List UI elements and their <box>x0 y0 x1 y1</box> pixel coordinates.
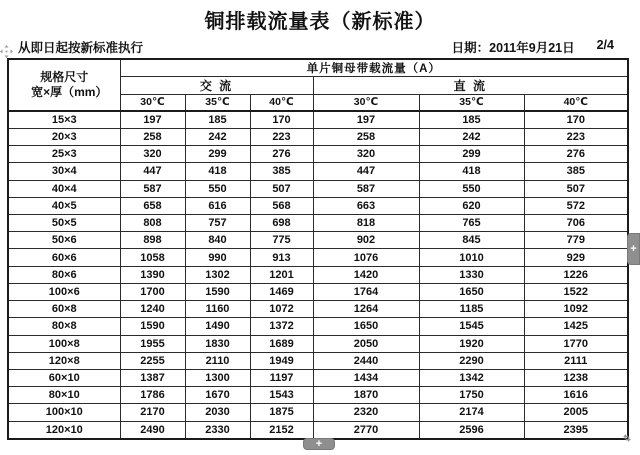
table-row <box>8 301 628 318</box>
table-move-handle-icon[interactable] <box>0 45 13 58</box>
value-cell: 1076 <box>313 249 419 266</box>
dc-group-header: 直 流 <box>313 77 628 95</box>
temp-header-ac-40: 40℃ <box>250 95 313 111</box>
value-cell: 1390 <box>120 266 185 283</box>
temp-header-ac-35: 35℃ <box>185 95 250 111</box>
value-cell: 1770 <box>524 335 628 352</box>
plus-icon: + <box>630 242 637 255</box>
table-row <box>8 421 628 439</box>
value-cell: 2255 <box>120 352 185 369</box>
value-cell: 1201 <box>250 266 313 283</box>
value-cell: 757 <box>185 214 250 231</box>
value-cell: 1342 <box>419 369 524 386</box>
value-cell: 2596 <box>419 421 524 439</box>
table-row <box>8 111 628 129</box>
value-cell: 587 <box>120 180 185 197</box>
ac-group-header: 交 流 <box>120 77 313 95</box>
size-cell: 80×6 <box>8 266 120 283</box>
value-cell: 170 <box>524 111 628 129</box>
effective-note: 从即日起按新标准执行 <box>18 41 144 55</box>
table-row <box>8 146 628 163</box>
value-cell: 418 <box>419 163 524 180</box>
table-row <box>8 369 628 386</box>
value-cell: 1875 <box>250 404 313 421</box>
value-cell: 663 <box>313 197 419 214</box>
value-cell: 1197 <box>250 369 313 386</box>
value-cell: 507 <box>524 180 628 197</box>
value-cell: 2152 <box>250 421 313 439</box>
value-cell: 1830 <box>185 335 250 352</box>
value-cell: 1434 <box>313 369 419 386</box>
value-cell: 197 <box>120 111 185 129</box>
value-cell: 1955 <box>120 335 185 352</box>
size-cell: 25×3 <box>8 146 120 163</box>
value-cell: 447 <box>120 163 185 180</box>
value-cell: 1420 <box>313 266 419 283</box>
table-header <box>8 59 628 111</box>
value-cell: 929 <box>524 249 628 266</box>
value-cell: 550 <box>419 180 524 197</box>
value-cell: 1689 <box>250 335 313 352</box>
value-cell: 706 <box>524 214 628 231</box>
value-cell: 1330 <box>419 266 524 283</box>
value-cell: 242 <box>419 128 524 145</box>
value-cell: 185 <box>419 111 524 129</box>
ampacity-table <box>7 58 629 440</box>
table-row <box>8 214 628 231</box>
value-cell: 1160 <box>185 301 250 318</box>
table-row <box>8 352 628 369</box>
value-cell: 320 <box>120 146 185 163</box>
table-row <box>8 232 628 249</box>
value-cell: 1786 <box>120 387 185 404</box>
value-cell: 845 <box>419 232 524 249</box>
size-cell: 60×10 <box>8 369 120 386</box>
value-cell: 840 <box>185 232 250 249</box>
value-cell: 1522 <box>524 283 628 300</box>
value-cell: 775 <box>250 232 313 249</box>
value-cell: 913 <box>250 249 313 266</box>
table-resize-handle-icon[interactable] <box>620 431 634 445</box>
value-cell: 818 <box>313 214 419 231</box>
value-cell: 1010 <box>419 249 524 266</box>
value-cell: 1425 <box>524 318 628 335</box>
size-cell: 30×4 <box>8 163 120 180</box>
value-cell: 1670 <box>185 387 250 404</box>
value-cell: 1302 <box>185 266 250 283</box>
value-cell: 572 <box>524 197 628 214</box>
value-cell: 779 <box>524 232 628 249</box>
temp-header-dc-35: 35℃ <box>419 95 524 111</box>
value-cell: 242 <box>185 128 250 145</box>
size-cell: 15×3 <box>8 111 120 129</box>
subtitle-row <box>0 38 640 54</box>
size-cell: 60×6 <box>8 249 120 266</box>
value-cell: 1490 <box>185 318 250 335</box>
value-cell: 1920 <box>419 335 524 352</box>
table-row <box>8 163 628 180</box>
value-cell: 258 <box>313 128 419 145</box>
value-cell: 1750 <box>419 387 524 404</box>
value-cell: 1616 <box>524 387 628 404</box>
date-label: 日期：2011年9月21日 <box>451 41 575 55</box>
value-cell: 2490 <box>120 421 185 439</box>
value-cell: 902 <box>313 232 419 249</box>
size-cell: 80×10 <box>8 387 120 404</box>
value-cell: 898 <box>120 232 185 249</box>
value-cell: 616 <box>185 197 250 214</box>
temp-header-dc-30: 30℃ <box>313 95 419 111</box>
value-cell: 1264 <box>313 301 419 318</box>
value-cell: 1650 <box>419 283 524 300</box>
size-header-line1: 规格尺寸 <box>40 69 89 84</box>
value-cell: 1870 <box>313 387 419 404</box>
value-cell: 2174 <box>419 404 524 421</box>
value-cell: 1226 <box>524 266 628 283</box>
size-cell: 40×5 <box>8 197 120 214</box>
value-cell: 765 <box>419 214 524 231</box>
table-row <box>8 404 628 421</box>
value-cell: 1058 <box>120 249 185 266</box>
table-row <box>8 249 628 266</box>
value-cell: 507 <box>250 180 313 197</box>
value-cell: 2030 <box>185 404 250 421</box>
value-cell: 1092 <box>524 301 628 318</box>
value-cell: 1300 <box>185 369 250 386</box>
size-cell: 50×6 <box>8 232 120 249</box>
table-row <box>8 128 628 145</box>
date-page-group <box>452 38 614 56</box>
value-cell: 2770 <box>313 421 419 439</box>
page-title: 铜排载流量表（新标准） <box>204 11 436 33</box>
size-cell: 120×10 <box>8 421 120 439</box>
size-header-line2: 宽×厚（mm） <box>31 84 108 99</box>
value-cell: 1764 <box>313 283 419 300</box>
value-cell: 276 <box>250 146 313 163</box>
value-cell: 299 <box>185 146 250 163</box>
table-row <box>8 387 628 404</box>
table-row <box>8 180 628 197</box>
value-cell: 223 <box>250 128 313 145</box>
value-cell: 2320 <box>313 404 419 421</box>
value-cell: 808 <box>120 214 185 231</box>
table-row <box>8 335 628 352</box>
temp-header-dc-40: 40℃ <box>524 95 628 111</box>
value-cell: 2330 <box>185 421 250 439</box>
size-cell: 40×4 <box>8 180 120 197</box>
value-cell: 258 <box>120 128 185 145</box>
value-cell: 447 <box>313 163 419 180</box>
value-cell: 385 <box>524 163 628 180</box>
value-cell: 2110 <box>185 352 250 369</box>
size-cell: 120×8 <box>8 352 120 369</box>
value-cell: 223 <box>524 128 628 145</box>
value-cell: 170 <box>250 111 313 129</box>
value-cell: 2440 <box>313 352 419 369</box>
add-row-handle[interactable] <box>303 438 335 450</box>
value-cell: 2395 <box>524 421 628 439</box>
value-cell: 2111 <box>524 352 628 369</box>
add-column-handle[interactable] <box>627 233 640 265</box>
value-cell: 1543 <box>250 387 313 404</box>
value-cell: 2050 <box>313 335 419 352</box>
table-row <box>8 283 628 300</box>
value-cell: 1072 <box>250 301 313 318</box>
size-cell: 50×5 <box>8 214 120 231</box>
size-column-header <box>8 59 120 111</box>
value-cell: 1387 <box>120 369 185 386</box>
value-cell: 276 <box>524 146 628 163</box>
value-cell: 385 <box>250 163 313 180</box>
value-cell: 2290 <box>419 352 524 369</box>
ampacity-span-header: 单片铜母带载流量（A） <box>120 59 628 77</box>
value-cell: 1240 <box>120 301 185 318</box>
value-cell: 1185 <box>419 301 524 318</box>
value-cell: 2170 <box>120 404 185 421</box>
value-cell: 1372 <box>250 318 313 335</box>
value-cell: 320 <box>313 146 419 163</box>
size-cell: 100×8 <box>8 335 120 352</box>
size-cell: 100×10 <box>8 404 120 421</box>
value-cell: 1700 <box>120 283 185 300</box>
table-row <box>8 197 628 214</box>
value-cell: 990 <box>185 249 250 266</box>
size-cell: 100×6 <box>8 283 120 300</box>
value-cell: 185 <box>185 111 250 129</box>
plus-icon: + <box>315 437 323 450</box>
value-cell: 299 <box>419 146 524 163</box>
table-row <box>8 318 628 335</box>
size-cell: 80×8 <box>8 318 120 335</box>
value-cell: 2005 <box>524 404 628 421</box>
value-cell: 568 <box>250 197 313 214</box>
page-number: 2/4 <box>596 38 614 52</box>
value-cell: 1469 <box>250 283 313 300</box>
value-cell: 620 <box>419 197 524 214</box>
table-body <box>8 111 628 440</box>
table-row <box>8 266 628 283</box>
value-cell: 698 <box>250 214 313 231</box>
value-cell: 658 <box>120 197 185 214</box>
size-cell: 20×3 <box>8 128 120 145</box>
value-cell: 1590 <box>120 318 185 335</box>
value-cell: 1545 <box>419 318 524 335</box>
temp-header-ac-30: 30℃ <box>120 95 185 111</box>
value-cell: 197 <box>313 111 419 129</box>
value-cell: 418 <box>185 163 250 180</box>
value-cell: 1238 <box>524 369 628 386</box>
value-cell: 550 <box>185 180 250 197</box>
value-cell: 1650 <box>313 318 419 335</box>
value-cell: 1590 <box>185 283 250 300</box>
size-cell: 60×8 <box>8 301 120 318</box>
value-cell: 587 <box>313 180 419 197</box>
value-cell: 1949 <box>250 352 313 369</box>
